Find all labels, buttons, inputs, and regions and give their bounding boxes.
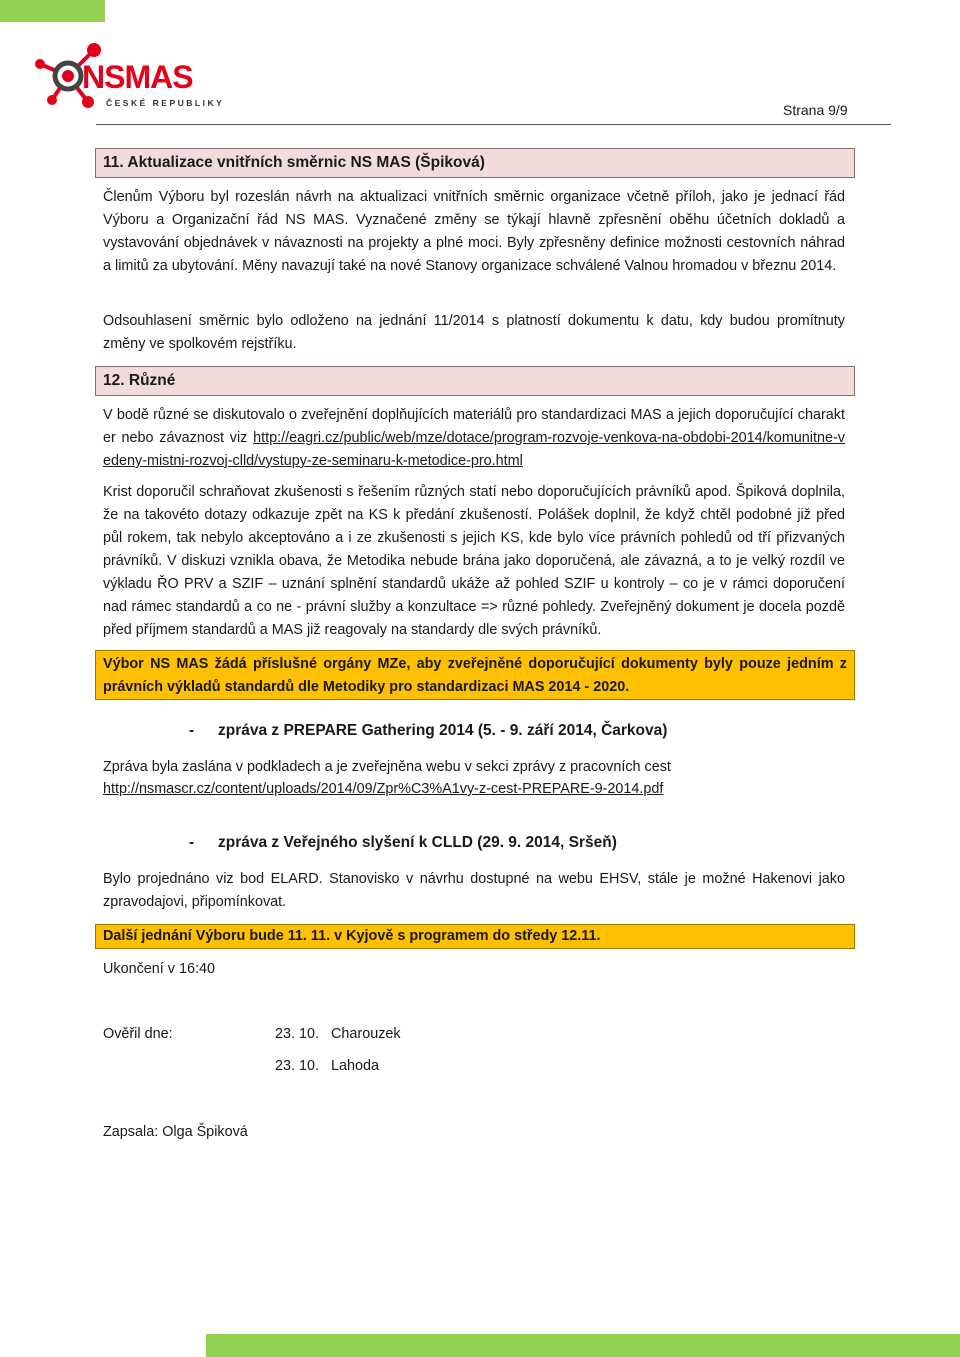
logo-brand: NSMAS (82, 59, 193, 95)
item-2-title: zpráva z Veřejného slyšení k CLLD (29. 9. 2014, Sršeň) (218, 834, 617, 851)
verifier-1-date: 23. 10. (275, 1026, 320, 1042)
next-meeting-box (95, 924, 855, 949)
verifier-2-name: Lahoda (331, 1058, 380, 1074)
section-12-heading (95, 366, 855, 396)
page-number: Strana 9/9 (783, 102, 848, 118)
item-2-text: Bylo projednáno viz bod ELARD. Stanovisko v návrhu dostupné na webu EHSV, stále je možné Hakenovi jako zpravodajovi, připomínkovat. (103, 871, 845, 910)
section-11-heading: 11. Aktualizace vnitřních směrnic NS MAS (Špiková) (95, 148, 855, 178)
item-1-dash: - (189, 722, 195, 739)
section-12-paragraph-1 (103, 404, 845, 473)
section-12-number: 12. (103, 372, 125, 389)
meeting-end: Ukončení v 16:40 (103, 961, 215, 977)
next-meeting-text: Další jednání Výboru bude 11. 11. v Kyjově s programem do středy 12.11. (103, 928, 601, 944)
top-green-bar (0, 0, 105, 22)
metodika-link[interactable]: http://eagri.cz/public/web/mze/dotace/program-rozvoje-venkova-na-obdobi-2014/komunitne-vedeny-mistni-rozvoj-clld/vystupy-ze-seminaru-k-metodice-pro.html (103, 430, 845, 469)
resolution-box (95, 650, 855, 700)
section-11-paragraph-2: Odsouhlasení směrnic bylo odloženo na jednání 11/2014 s platností dokumentu k datu, kdy budou promítnuty změny ve spolkovém rejstříku. (103, 313, 845, 352)
prepare-report-link[interactable]: http://nsmascr.cz/content/uploads/2014/09/Zpr%C3%A1vy-z-cest-PREPARE-9-2014.pdf (103, 781, 664, 797)
item-1-title: zpráva z PREPARE Gathering 2014 (5. - 9. září 2014, Čarkova) (218, 722, 668, 739)
logo-subtitle: ČESKÉ REPUBLIKY (106, 98, 225, 108)
section-12-paragraph-1-text: V bodě různé se diskutovalo o zveřejnění doplňujících materiálů pro standardizaci MAS a jejich doporučující charakter nebo závaznost viz (103, 407, 845, 446)
item-1-text: Zpráva byla zaslána v podkladech a je zveřejněna webu v sekci zprávy z pracovních cest (103, 759, 671, 775)
recorded-by: Zapsala: Olga Špiková (103, 1124, 248, 1140)
resolution-text: Výbor NS MAS žádá příslušné orgány MZe, aby zveřejněné doporučující dokumenty byly pouze jedním z právních výkladů standardů dle Metodiky pro standardizaci MAS 2014 - 2020. (103, 656, 847, 695)
item-1-link-row (103, 778, 845, 801)
section-12-paragraph-2: Krist doporučil schraňovat zkušenosti s řešením různých statí nebo doporučujících právníků apod. Špiková doplnila, že na takovéto dotazy odkazuje zpět na KS k předání zkušeností. Polášek doplnil, že když chtěl podobné již před půl rokem, tak nebylo akceptováno a i ze zkušenosti s jejich KS, kde bylo více právních pohledů od tří přizvaných právníků. V diskuzi vznikla obava, že Metodika nebude brána jako doporučená, ale závazná, a to je velký rozdíl ve výkladu ŘO PRV a SZIF – uznání splnění standardů ukáže až pohled SZIF u kontroly – co je v rámci doporučení nad rámec standardů a co ne - právní služby a konzultace => různé pohledy. Zveřejněný dokument je docela pozdě před příjmem standardů a MAS již reagovaly na standardy dle svých právníků. (103, 484, 845, 638)
logo-wordmark (82, 60, 193, 94)
verifier-1-name: Charouzek (331, 1026, 401, 1042)
header-rule (96, 124, 891, 125)
section-11-paragraph-1: Členům Výboru byl rozeslán návrh na aktualizaci vnitřních směrnic organizace včetně příloh, jako je jednací řád Výboru a Organizační řád NS MAS. Vyznačené změny se týkají hlavně zpřesnění oběhu účetních dokladů a vystavování objednávek v návaznosti na projekty a plné moci. Byly zpřesněny definice možnosti cestovních náhrad a limitů za ubytování. Měny navazují také na nové Stanovy organizace schválené Valnou hromadou v březnu 2014. (103, 189, 845, 274)
bottom-green-bar (206, 1334, 960, 1357)
verifier-2-date: 23. 10. (275, 1058, 320, 1074)
item-2-dash: - (189, 834, 195, 851)
nsmas-logo (22, 40, 232, 112)
verified-label: Ověřil dne: (103, 1026, 173, 1042)
section-12-title: Různé (128, 372, 176, 389)
